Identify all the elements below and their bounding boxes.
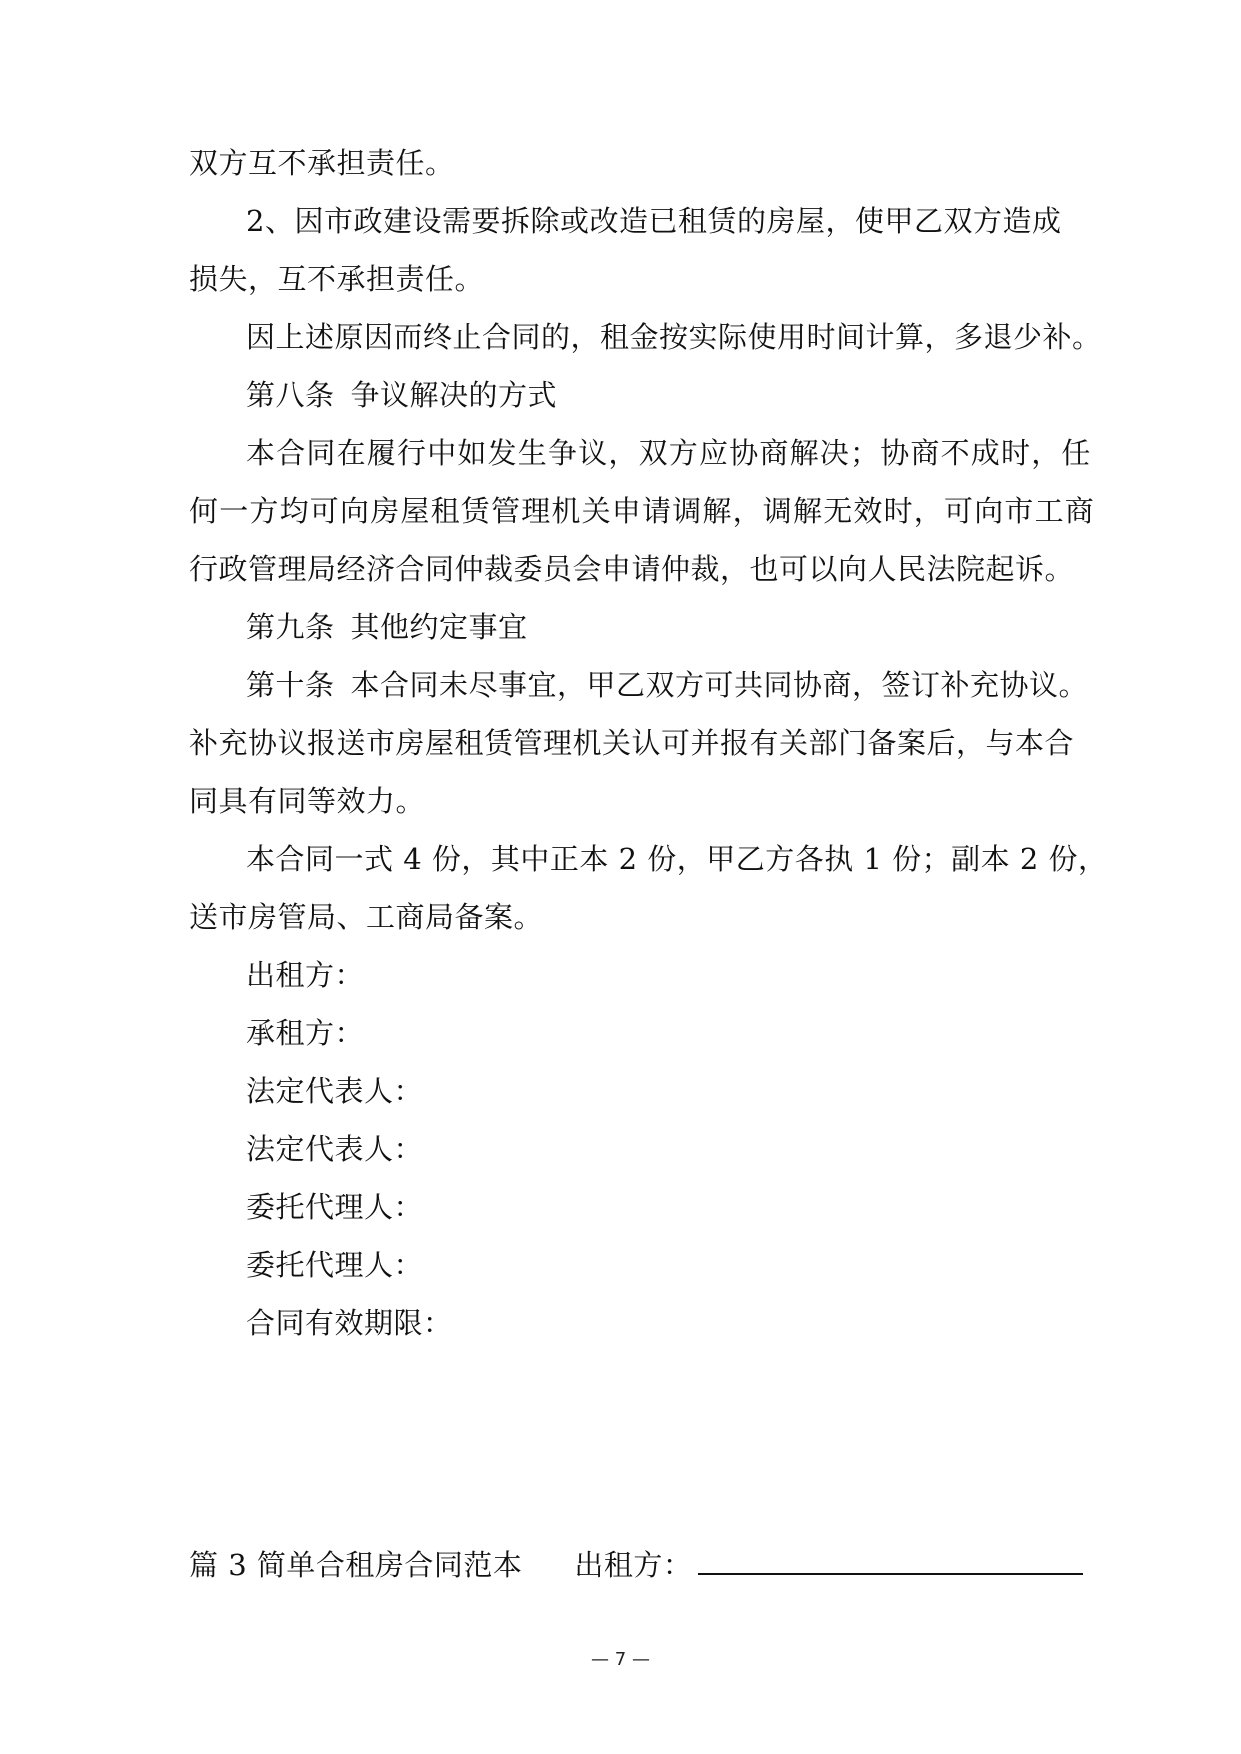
signature-lessor: 出租方：	[246, 958, 365, 992]
page-number: — 7 —	[591, 1649, 650, 1670]
contract-validity-period: 合同有效期限：	[246, 1306, 453, 1340]
paragraph-line: 2、因市政建设需要拆除或改造已租赁的房屋，使甲乙双方造成	[246, 204, 1062, 238]
paragraph-line: 送市房管局、工商局备案。	[189, 900, 544, 934]
article-eight	[246, 375, 557, 415]
signature-agent: 委托代理人：	[246, 1190, 424, 1224]
next-section-title: 篇 3 简单合租房合同范本	[189, 1548, 523, 1582]
article-title: 争议解决的方式	[350, 378, 558, 412]
article-nine	[246, 607, 528, 647]
signature-lessee: 承租方：	[246, 1016, 365, 1050]
paragraph-line: 损失，互不承担责任。	[189, 262, 485, 296]
paragraph-line: 补充协议报送市房屋租赁管理机关认可并报有关部门备案后，与本合	[189, 726, 1075, 760]
article-title: 其他约定事宜	[350, 610, 528, 644]
signature-legal-representative: 法定代表人：	[246, 1074, 424, 1108]
next-section-lessor-label: 出租方：	[574, 1548, 693, 1582]
next-section-heading	[189, 1543, 1083, 1585]
article-label: 第八条	[246, 378, 335, 412]
signature-legal-representative: 法定代表人：	[246, 1132, 424, 1166]
paragraph-line: 双方互不承担责任。	[189, 146, 455, 180]
article-label: 第九条	[246, 610, 335, 644]
lessor-blank-line	[698, 1543, 1083, 1575]
article-label: 第十条	[246, 668, 335, 702]
article-ten	[246, 665, 1088, 705]
paragraph-line: 本合同在履行中如发生争议，双方应协商解决；协商不成时，任	[246, 436, 1092, 470]
paragraph-line: 同具有同等效力。	[189, 784, 426, 818]
paragraph-line: 因上述原因而终止合同的，租金按实际使用时间计算，多退少补。	[246, 320, 1102, 354]
paragraph-line: 本合同一式 4 份，其中正本 2 份，甲乙方各执 1 份；副本 2 份，	[246, 842, 1108, 876]
paragraph-line: 何一方均可向房屋租赁管理机关申请调解，调解无效时，可向市工商	[189, 494, 1096, 528]
signature-agent: 委托代理人：	[246, 1248, 424, 1282]
article-text: 本合同未尽事宜，甲乙双方可共同协商，签订补充协议。	[350, 668, 1089, 702]
paragraph-line: 行政管理局经济合同仲裁委员会申请仲裁，也可以向人民法院起诉。	[189, 552, 1075, 586]
